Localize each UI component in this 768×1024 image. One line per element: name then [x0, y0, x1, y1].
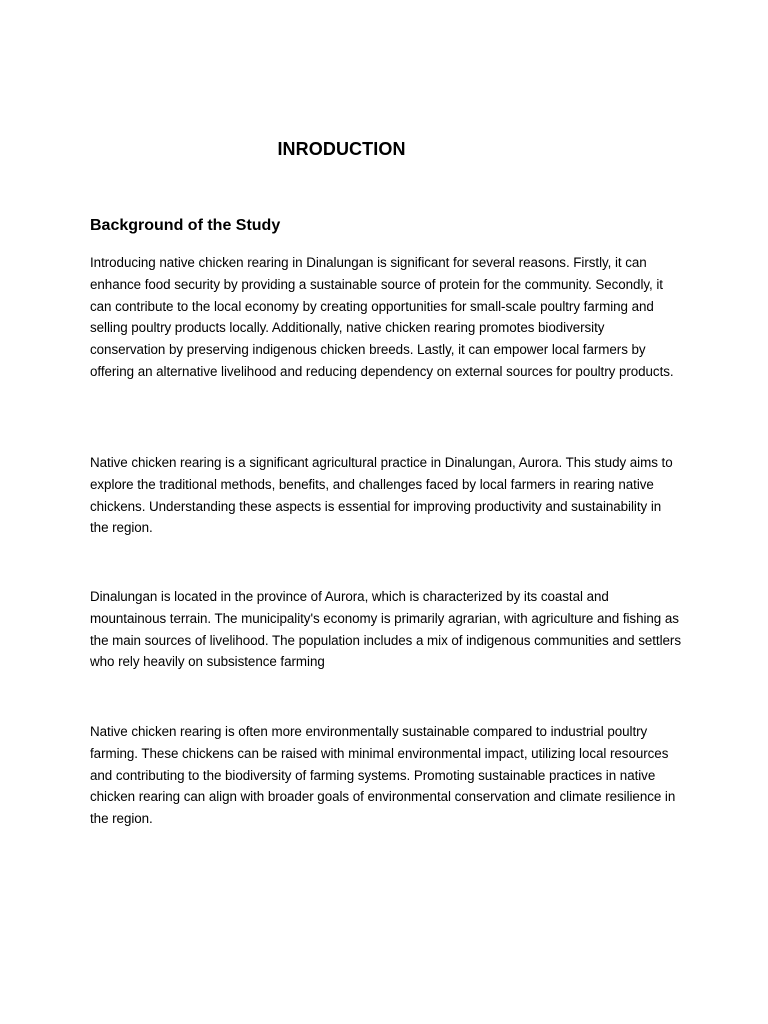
paragraph-1: Introducing native chicken rearing in Dinalungan is significant for several reasons. Firstly, it can enhance food security by providing a sustainable source of protein for the community. Secondly, it can contribute to the local economy by creating opportunities for small-scale poultry farming and selling poultry products locally. Additionally, native chicken rearing promotes biodiversity conservation by preserving indigenous chicken breeds. Lastly, it can empower local farmers by offering an alternative livelihood and reducing dependency on external sources for poultry products.	[90, 255, 674, 379]
paragraph-2: Native chicken rearing is a significant agricultural practice in Dinalungan, Aurora. This study aims to explore the traditional methods, benefits, and challenges faced by local farmers in rearing native chickens. Understanding these aspects is essential for improving productivity and sustainability in the region.	[90, 455, 673, 536]
section-heading: Background of the Study	[90, 217, 281, 234]
paragraph-3: Dinalungan is located in the province of Aurora, which is characterized by its coastal and mountainous terrain. The municipality's economy is primarily agrarian, with agriculture and fishing as the main sources of livelihood. The population includes a mix of indigenous communities and settlers who rely heavily on subsistence farming	[90, 589, 681, 670]
paragraph-4: Native chicken rearing is often more environmentally sustainable compared to industrial poultry farming. These chickens can be raised with minimal environmental impact, utilizing local resources and contributing to the biodiversity of farming systems. Promoting sustainable practices in native chicken rearing can align with broader goals of environmental conservation and climate resilience in the region.	[90, 724, 676, 827]
document-title: INRODUCTION	[277, 139, 406, 159]
